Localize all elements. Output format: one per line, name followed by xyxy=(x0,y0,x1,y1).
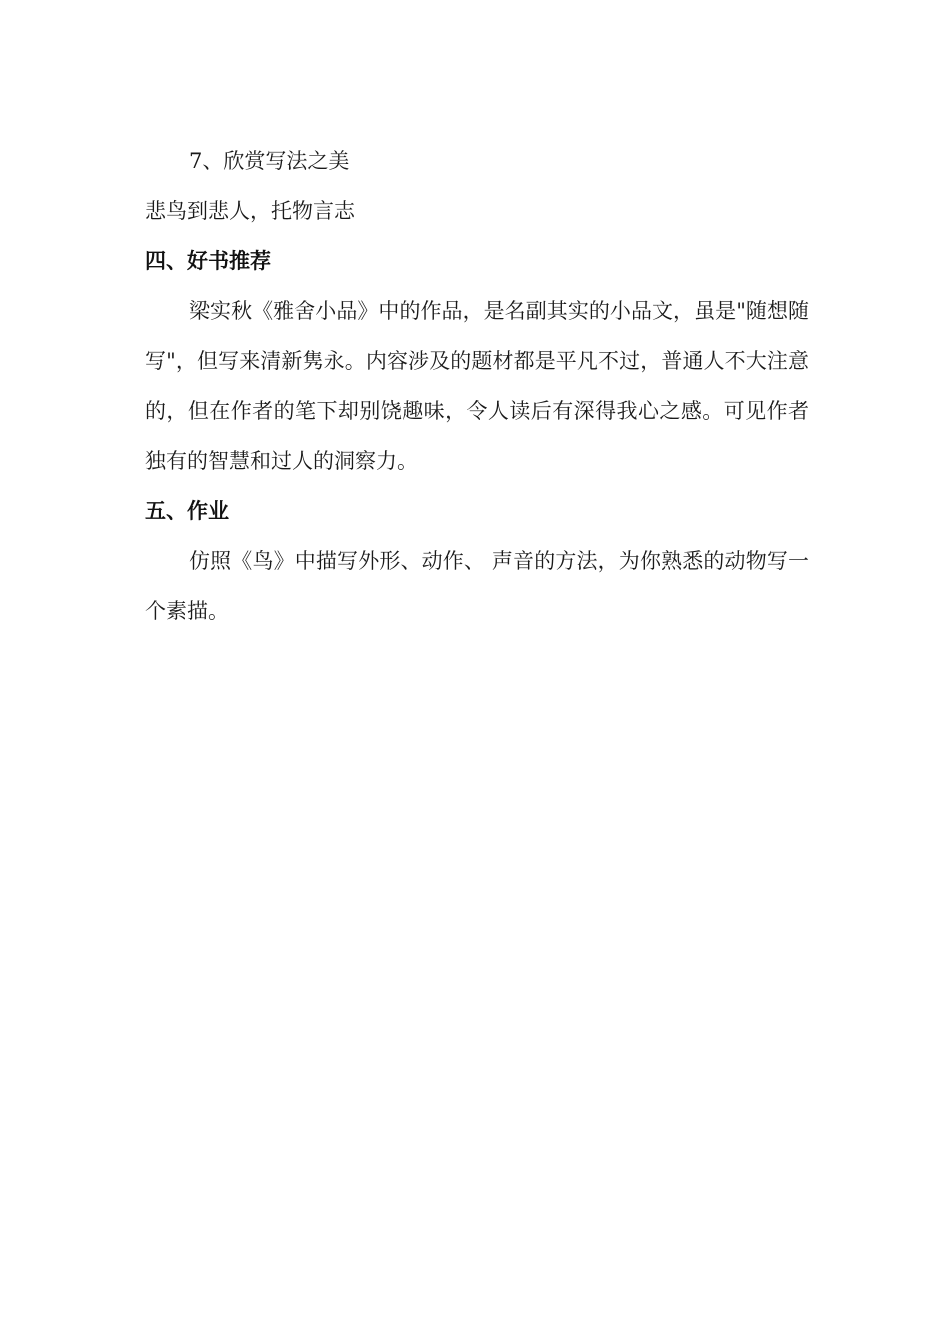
item-7-detail: 悲鸟到悲人，托物言志 xyxy=(145,199,355,223)
item-7-title: 7、欣赏写法之美 xyxy=(189,149,350,173)
section-4-paragraph: 梁实秋《雅舍小品》中的作品，是名副其实的小品文，虽是"随想随写"，但写来清新隽永。内容涉及的题材都是平凡不过，普通人不大注意的，但在作者的笔下却别饶趣味，令人读后有深得我心之感。可见作者独有的智慧和过人的洞察力。 xyxy=(145,299,809,473)
section-4-heading: 四、好书推荐 xyxy=(145,249,271,273)
section-5-heading: 五、作业 xyxy=(145,499,229,523)
document-body xyxy=(145,136,809,636)
section-5-paragraph: 仿照《鸟》中描写外形、动作、 声音的方法，为你熟悉的动物写一个素描。 xyxy=(145,549,809,623)
